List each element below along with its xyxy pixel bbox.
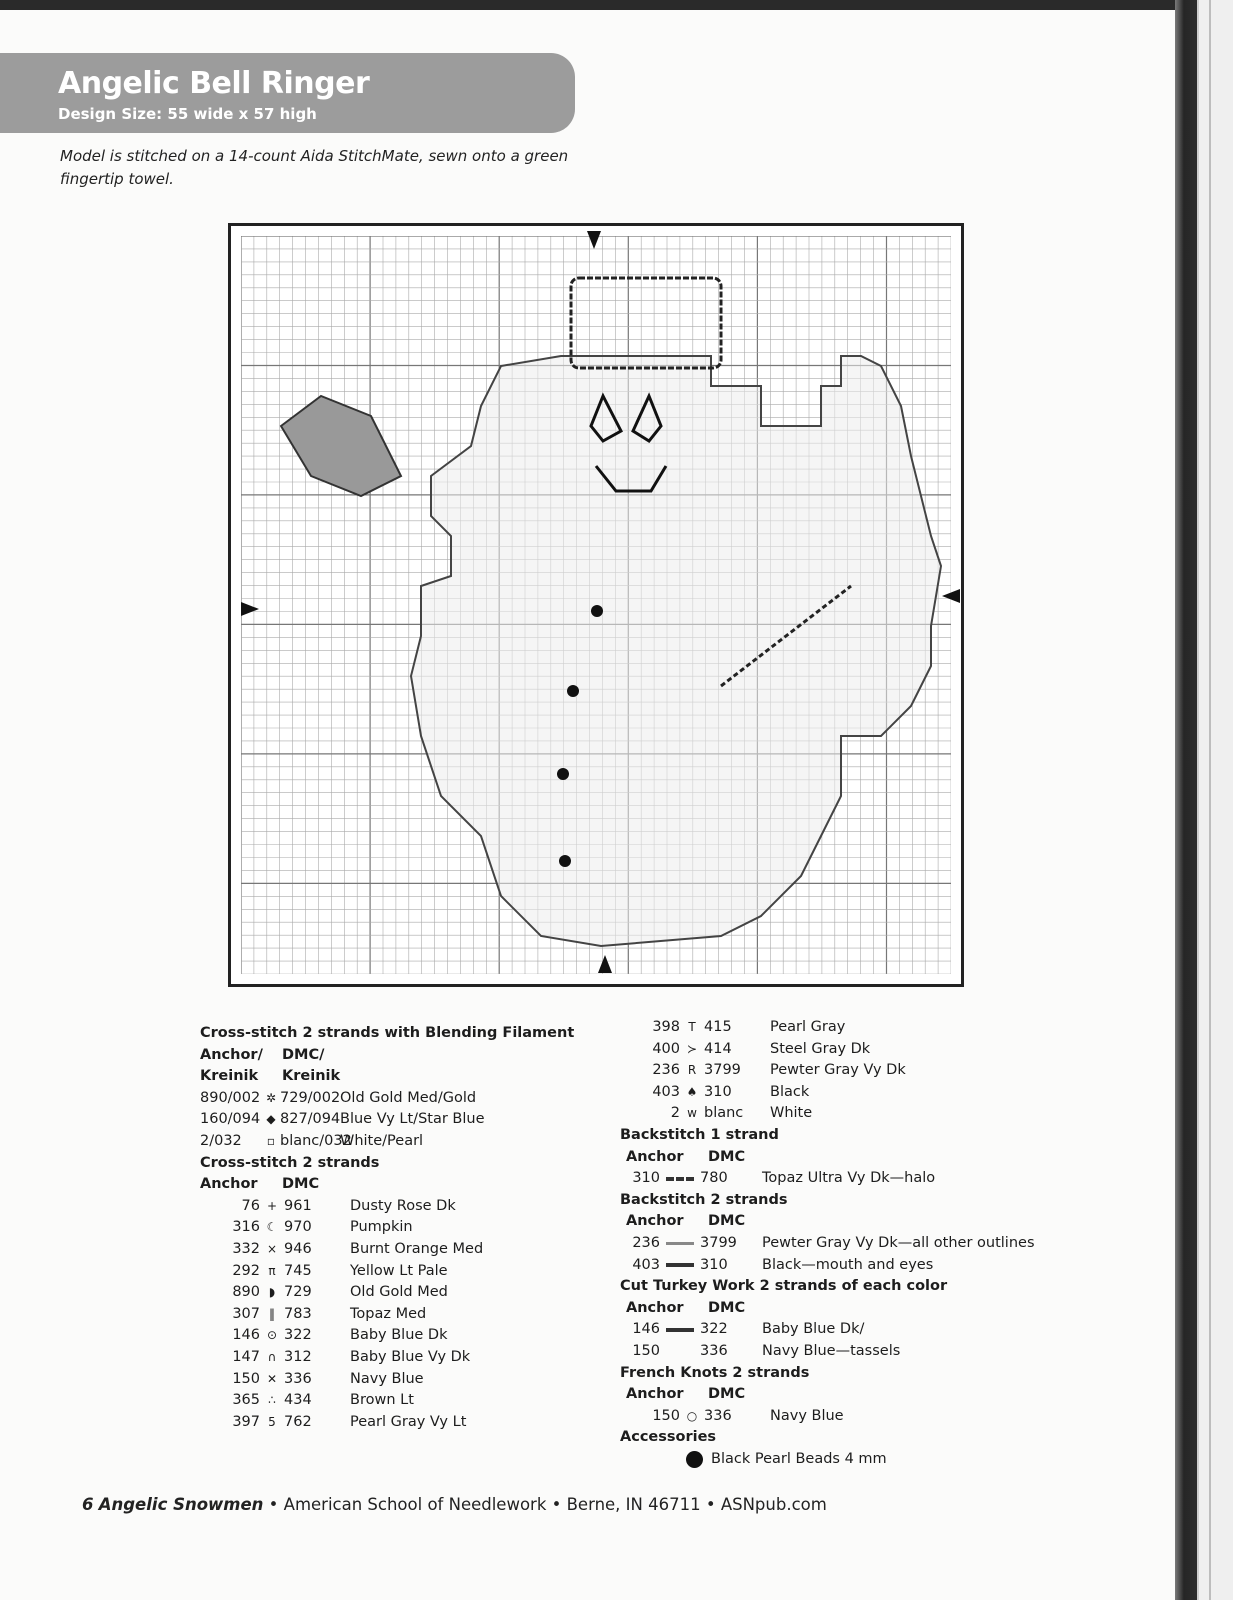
legend-heading-french: French Knots 2 strands: [620, 1364, 810, 1381]
legend-heading-blending: Cross-stitch 2 strands with Blending Filament: [200, 1025, 575, 1041]
color-name: Old Gold Med: [350, 1284, 448, 1301]
col-anchor: Anchor: [200, 1176, 258, 1193]
color-name: Burnt Orange Med: [350, 1240, 484, 1257]
dmc-number: 827/094: [280, 1111, 341, 1128]
stitch-symbol-icon: ☾: [266, 1220, 278, 1235]
col-anchor: Anchor/: [200, 1046, 263, 1063]
stitch-symbol-icon: π: [268, 1263, 276, 1278]
legend-right: [620, 1017, 1035, 1470]
stitch-symbol-icon: 5: [268, 1414, 276, 1429]
stitch-symbol-icon: ∴: [268, 1393, 276, 1408]
dmc-number: 322: [700, 1321, 728, 1338]
stitch-symbol-icon: ✕: [266, 1371, 278, 1386]
dmc-number: 3799: [700, 1234, 737, 1251]
dmc-number: 336: [284, 1370, 312, 1387]
legend-row: [200, 1196, 574, 1218]
anchor-number: 398: [652, 1019, 680, 1035]
model-note: Model is stitched on a 14-count Aida StitchMate, sewn onto a green fingertip towel.: [60, 147, 569, 188]
legend-row: [620, 1060, 1035, 1082]
stitch-symbol-icon: ○: [686, 1408, 698, 1423]
legend-row: [200, 1131, 574, 1153]
anchor-number: 403: [652, 1083, 680, 1100]
stitch-symbol-icon: ×: [266, 1241, 278, 1256]
col-dmc: DMC: [708, 1299, 746, 1316]
stitch-symbol-icon: ◗: [268, 1285, 276, 1300]
legend-colhead: [620, 1147, 1035, 1169]
anchor-number: 146: [232, 1327, 260, 1344]
accessory-label: Black Pearl Beads 4 mm: [711, 1450, 887, 1467]
legend-row: [620, 1233, 1035, 1255]
legend-row: [200, 1239, 574, 1261]
legend-colhead: [620, 1298, 1035, 1320]
stitch-symbol-icon: +: [266, 1198, 278, 1213]
legend-heading-backstitch2: Backstitch 2 strands: [620, 1191, 788, 1208]
legend-row: [620, 1103, 1035, 1125]
stitch-symbol-icon: ‖: [269, 1306, 275, 1321]
legend-colhead: [620, 1211, 1035, 1233]
color-name: Black: [770, 1083, 810, 1100]
page-edges: [1197, 0, 1233, 1600]
stitch-symbol-icon: [660, 1319, 700, 1341]
color-name: Navy Blue—tassels: [762, 1342, 901, 1359]
color-name: Navy Blue: [770, 1407, 844, 1424]
color-name: Steel Gray Dk: [770, 1040, 871, 1057]
center-marker-top-icon: [587, 231, 601, 249]
anchor-number: 150: [632, 1342, 660, 1359]
legend-row: [200, 1217, 574, 1239]
legend-heading-backstitch1: Backstitch 1 strand: [620, 1126, 779, 1143]
dmc-number: 783: [284, 1305, 312, 1322]
col-anchor: Kreinik: [200, 1068, 259, 1085]
dmc-number: 762: [284, 1413, 312, 1430]
bead-icon: [686, 1451, 703, 1468]
color-name: Pearl Gray: [770, 1019, 846, 1035]
publisher-line: • American School of Needlework • Berne, IN 46711 • ASNpub.com: [263, 1495, 827, 1514]
page-title: Angelic Bell Ringer: [58, 66, 370, 101]
anchor-number: 292: [232, 1262, 260, 1279]
anchor-number: 365: [232, 1392, 260, 1409]
dmc-number: 415: [704, 1019, 732, 1035]
col-dmc: DMC: [708, 1213, 746, 1230]
anchor-number: 316: [232, 1219, 260, 1236]
page-footer: [82, 1495, 827, 1514]
dmc-number: 434: [284, 1392, 312, 1409]
legend-row: [200, 1390, 574, 1412]
stitch-symbol-icon: ▫: [266, 1133, 276, 1148]
color-name: Topaz Ultra Vy Dk—halo: [762, 1170, 936, 1187]
stitch-symbol-icon: R: [687, 1063, 697, 1078]
dmc-number: 312: [284, 1348, 312, 1365]
stitch-symbol-icon: ✲: [265, 1090, 277, 1105]
legend-row: [200, 1261, 574, 1283]
dmc-number: 310: [704, 1083, 732, 1100]
legend-row: [200, 1088, 574, 1110]
dmc-number: blanc/032: [280, 1132, 352, 1149]
book-title: Angelic Snowmen: [98, 1495, 264, 1514]
col-anchor: Anchor: [626, 1213, 684, 1230]
anchor-number: 150: [232, 1370, 260, 1387]
dmc-number: 336: [704, 1407, 732, 1424]
legend-row: [620, 1255, 1035, 1277]
anchor-number: 400: [652, 1040, 680, 1057]
color-name: Pumpkin: [350, 1219, 413, 1236]
col-dmc: DMC/: [282, 1046, 325, 1063]
anchor-number: 146: [632, 1321, 660, 1338]
dmc-number: 322: [284, 1327, 312, 1344]
col-anchor: Anchor: [626, 1386, 684, 1403]
book-spine: [1175, 0, 1197, 1600]
legend-row: [620, 1341, 1035, 1363]
legend-row: [200, 1325, 574, 1347]
stitch-symbol-icon: T: [688, 1020, 696, 1034]
anchor-number: 397: [232, 1413, 260, 1430]
legend-heading-turkey: Cut Turkey Work 2 strands of each color: [620, 1278, 948, 1295]
stitch-symbol-icon: ⊙: [266, 1328, 278, 1343]
anchor-number: 2: [670, 1105, 680, 1122]
anchor-number: 160/094: [200, 1111, 261, 1128]
dmc-number: 780: [700, 1170, 728, 1187]
dmc-number: blanc: [704, 1105, 744, 1122]
legend-colhead: [200, 1045, 574, 1067]
color-name: Blue Vy Lt/Star Blue: [340, 1111, 485, 1128]
legend-row: [200, 1369, 574, 1391]
col-anchor: Anchor: [626, 1148, 684, 1165]
color-name: Baby Blue Vy Dk: [350, 1348, 471, 1365]
color-name: White: [770, 1105, 813, 1122]
legend-heading-cross: Cross-stitch 2 strands: [200, 1154, 380, 1171]
legend-row: [200, 1304, 574, 1326]
accessory-item: [620, 1449, 1035, 1471]
dmc-number: 414: [704, 1040, 732, 1057]
legend-left: [200, 1023, 574, 1433]
legend-colhead: [200, 1174, 574, 1196]
color-name: Pewter Gray Vy Dk—all other outlines: [762, 1234, 1035, 1251]
legend-row: [620, 1017, 1035, 1039]
dmc-number: 3799: [704, 1062, 741, 1079]
anchor-number: 150: [652, 1407, 680, 1424]
color-name: Baby Blue Dk: [350, 1327, 448, 1344]
center-marker-right-icon: [942, 589, 960, 603]
dmc-number: 310: [700, 1256, 728, 1273]
stitch-symbol-icon: [660, 1255, 700, 1277]
anchor-number: 332: [232, 1240, 260, 1257]
dmc-number: 729: [284, 1284, 312, 1301]
stitch-symbol-icon: ◆: [266, 1112, 276, 1127]
center-marker-bottom-icon: [598, 955, 612, 973]
stitch-symbol-icon: ♠: [686, 1084, 698, 1099]
legend-row: [620, 1168, 1035, 1190]
color-name: Baby Blue Dk/: [762, 1321, 865, 1338]
col-dmc: DMC: [708, 1148, 746, 1165]
dmc-number: 946: [284, 1240, 312, 1257]
legend-row: [620, 1406, 1035, 1428]
anchor-number: 236: [652, 1062, 680, 1079]
color-name: Dusty Rose Dk: [350, 1197, 456, 1214]
dmc-number: 336: [700, 1342, 728, 1359]
color-name: Black—mouth and eyes: [762, 1256, 934, 1273]
anchor-number: 310: [632, 1170, 660, 1187]
legend-row: [200, 1109, 574, 1131]
legend-colhead: [620, 1384, 1035, 1406]
anchor-number: 236: [632, 1234, 660, 1251]
anchor-number: 2/032: [200, 1132, 242, 1149]
anchor-number: 403: [632, 1256, 660, 1273]
color-name: Pewter Gray Vy Dk: [770, 1062, 906, 1079]
legend-heading-accessories: Accessories: [620, 1429, 717, 1446]
color-name: Navy Blue: [350, 1370, 424, 1387]
dmc-number: 961: [284, 1197, 312, 1214]
anchor-number: 890: [232, 1284, 260, 1301]
legend-row: [200, 1282, 574, 1304]
dmc-number: 970: [284, 1219, 312, 1236]
design-size: Design Size: 55 wide x 57 high: [58, 105, 317, 123]
legend-row: [200, 1347, 574, 1369]
dmc-number: 745: [284, 1262, 312, 1279]
cross-stitch-chart: [228, 223, 964, 987]
stitch-symbol-icon: ∩: [267, 1349, 277, 1364]
color-name: Old Gold Med/Gold: [340, 1089, 477, 1106]
center-marker-left-icon: [241, 602, 259, 616]
legend-colhead: [200, 1066, 574, 1088]
anchor-number: 890/002: [200, 1089, 261, 1106]
color-name: Topaz Med: [350, 1305, 427, 1322]
stitch-symbol-icon: [660, 1233, 700, 1255]
color-name: White/Pearl: [340, 1132, 424, 1149]
col-dmc: DMC: [282, 1176, 320, 1193]
legend-row: [200, 1412, 574, 1434]
stitch-symbol-icon: [660, 1168, 700, 1190]
chart-grid: [241, 236, 951, 974]
color-name: Pearl Gray Vy Lt: [350, 1413, 467, 1430]
top-edge: [0, 0, 1233, 10]
legend-row: [620, 1319, 1035, 1341]
anchor-number: 307: [232, 1305, 260, 1322]
col-anchor: Anchor: [626, 1299, 684, 1316]
color-name: Yellow Lt Pale: [350, 1262, 448, 1279]
legend-row: [620, 1082, 1035, 1104]
dmc-number: 729/002: [280, 1089, 341, 1106]
col-dmc: Kreinik: [282, 1068, 341, 1085]
legend-row: [620, 1039, 1035, 1061]
page-number: 6: [82, 1495, 94, 1514]
col-dmc: DMC: [708, 1386, 746, 1403]
anchor-number: 147: [232, 1348, 260, 1365]
color-name: Brown Lt: [350, 1392, 414, 1409]
anchor-number: 76: [241, 1197, 260, 1214]
stitch-symbol-icon: ≻: [686, 1041, 698, 1056]
stitch-symbol-icon: w: [687, 1106, 697, 1121]
